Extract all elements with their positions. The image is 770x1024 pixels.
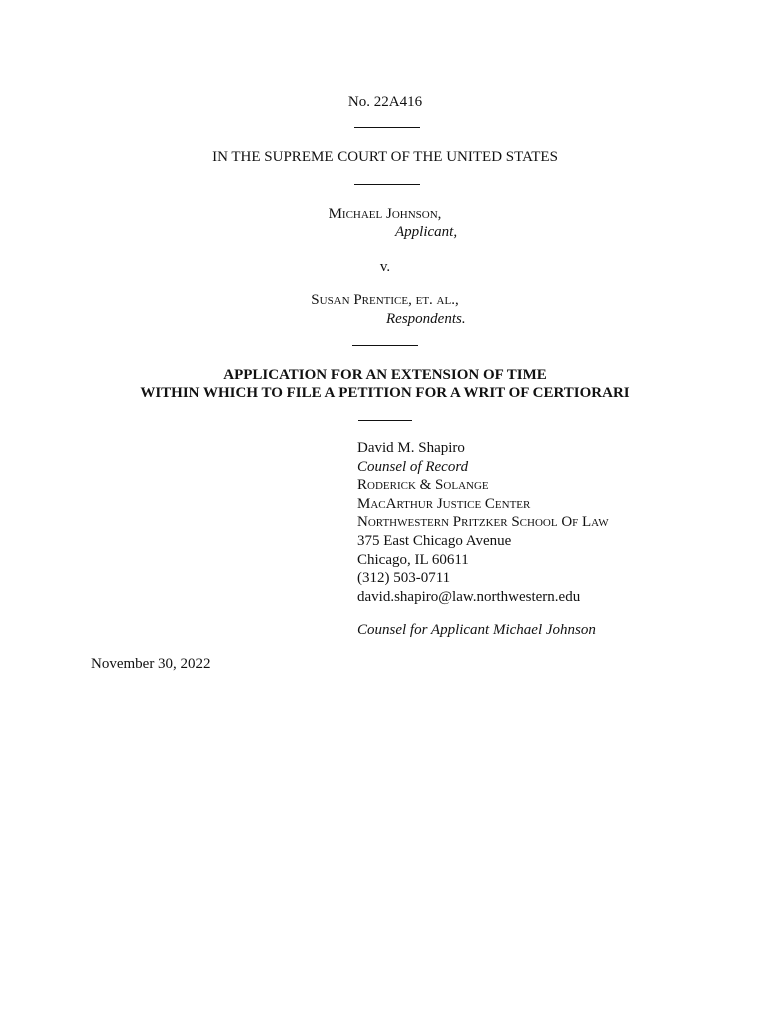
counsel-email: david.shapiro@law.northwestern.edu: [357, 588, 581, 605]
title-line-2: WITHIN WHICH TO FILE A PETITION FOR A WRIT OF CERTIORARI: [140, 385, 630, 401]
counsel-phone: (312) 503-0711: [357, 570, 451, 587]
counsel-name: David M. Shapiro: [357, 440, 465, 456]
counsel-role: Counsel of Record: [357, 458, 469, 475]
court-name: IN THE SUPREME COURT OF THE UNITED STATES: [212, 149, 558, 165]
counsel-block: [357, 439, 609, 606]
respondent-name: Susan Prentice, et. al.,: [311, 292, 459, 308]
counsel-org-line-1: Roderick & Solange: [357, 477, 489, 494]
filing-date: November 30, 2022: [91, 656, 211, 672]
applicant-role: Applicant,: [395, 224, 458, 240]
versus: v.: [379, 259, 391, 275]
applicant-name: Michael Johnson,: [328, 206, 442, 222]
docket-number: No. 22A416: [347, 94, 423, 110]
counsel-org-line-2: MacArthur Justice Center: [357, 495, 531, 512]
counsel-org-line-3: Northwestern Pritzker School Of Law: [357, 514, 609, 531]
counsel-address: 375 East Chicago Avenue: [357, 532, 512, 549]
counsel-city: Chicago, IL 60611: [357, 551, 469, 568]
title-line-1: APPLICATION FOR AN EXTENSION OF TIME: [223, 367, 547, 383]
counsel-for-line: Counsel for Applicant Michael Johnson: [357, 622, 596, 638]
divider-rule: [352, 345, 418, 346]
divider-rule: [354, 184, 420, 185]
divider-rule: [354, 127, 420, 128]
divider-rule: [358, 420, 412, 421]
respondent-role: Respondents.: [386, 311, 466, 327]
